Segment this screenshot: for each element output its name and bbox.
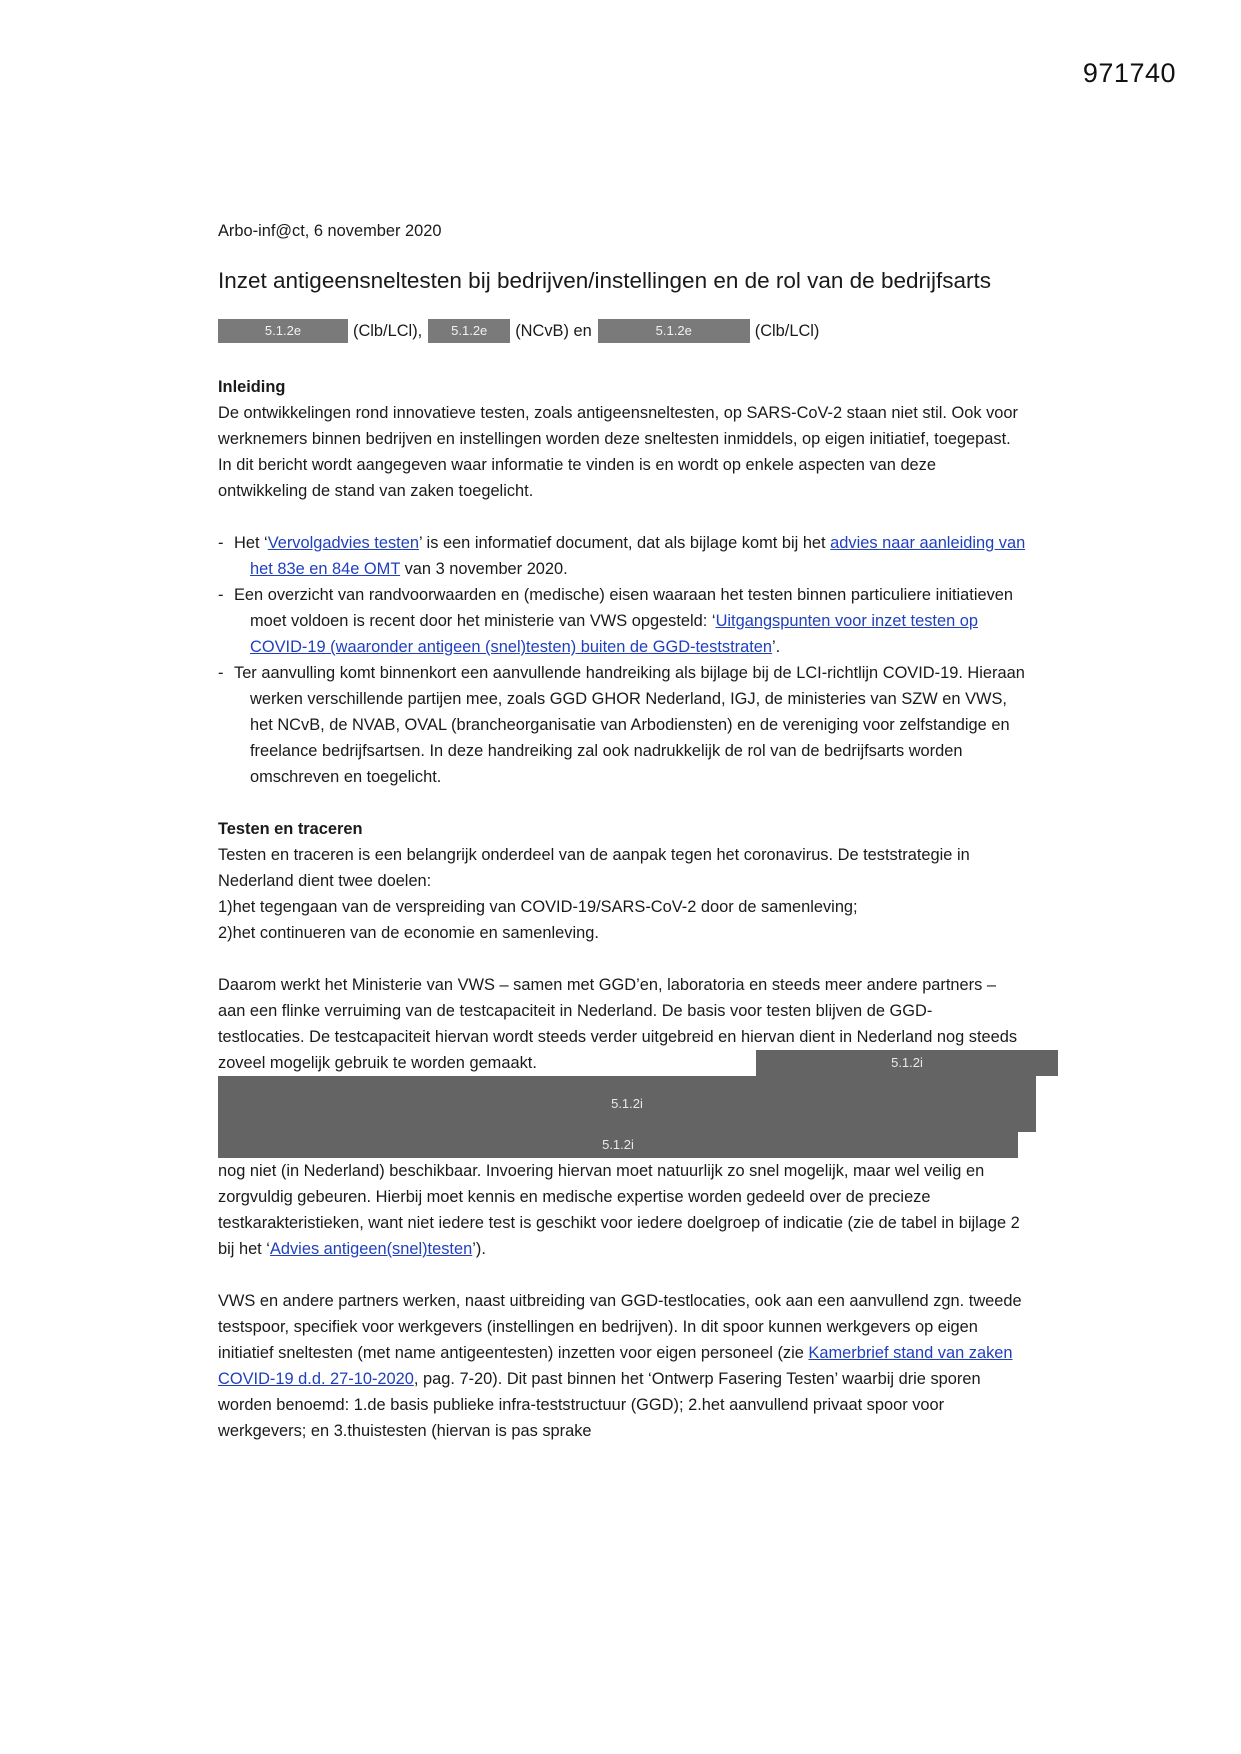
info-bullet-list	[218, 530, 1028, 790]
bullet-dash: -	[218, 534, 224, 552]
bullet-text: Het ‘	[234, 534, 268, 552]
goal-item: 2)het continueren van de economie en samenleving.	[218, 924, 599, 942]
paragraph-text: VWS en andere partners werken, naast uitbreiding van GGD-testlocaties, ook aan een aanvullend zgn. tweede testspoor, specifiek voor werkgevers (instellingen en bedrijven). In dit spoor kunnen werkgevers op eigen initiatief sneltesten (met name antigeentesten) inzetten voor eigen personeel (zie	[218, 1292, 1022, 1362]
date-line: Arbo-inf@ct, 6 november 2020	[218, 222, 442, 240]
list-item	[218, 660, 1028, 790]
bullet-text: ’.	[772, 638, 781, 656]
bullet-text: van 3 november 2020.	[400, 560, 568, 578]
redaction-block	[218, 1055, 1028, 1168]
author-affiliation: (Clb/LCl)	[754, 322, 820, 340]
bullet-text: Ter aanvulling komt binnenkort een aanvullende handreiking als bijlage bij de LCI-richtlijn COVID-19. Hieraan werken verschillende partijen mee, zoals GGD GHOR Nederland, IGJ, de ministeries van SZW en VWS, het NCvB, de NVAB, OVAL (brancheorganisatie van Arbodiensten) en de vereniging voor zelfstandige en freelance bedrijfsartsen. In deze handreiking zal ook nadrukkelijk de rol van de bedrijfsarts worden omschreven en toegelicht.	[234, 664, 1025, 786]
section-heading-testen: Testen en traceren	[218, 820, 363, 838]
document-number: 971740	[1082, 58, 1176, 88]
inleiding-paragraph: De ontwikkelingen rond innovatieve testen, zoals antigeensneltesten, op SARS-CoV-2 staan niet stil. Ook voor werknemers binnen bedrijven en instellingen worden deze sneltesten inmiddels, op eigen initiatief, toegepast. In dit bericht wordt aangegeven waar informatie te vinden is en wordt op enkele aspecten van deze ontwikkeling de stand van zaken toegelicht.	[218, 404, 1018, 500]
bullet-dash: -	[218, 586, 224, 604]
testen-intro: Testen en traceren is een belangrijk onderdeel van de aanpak tegen het coronavirus. De teststrategie in Nederland dient twee doelen:	[218, 846, 970, 890]
redaction-box: 5.1.2e	[218, 319, 348, 343]
redaction-box: 5.1.2i	[218, 1076, 1036, 1132]
list-item	[218, 530, 1028, 582]
redaction-box: 5.1.2e	[598, 319, 750, 343]
author-affiliation: (NCvB) en	[515, 322, 592, 340]
link-uitgangspunten[interactable]: Uitgangspunten voor inzet testen op COVID-19 (waaronder antigeen (snel)testen) buiten de GGD-teststraten	[250, 612, 978, 656]
link-advies-antigeen[interactable]: Advies antigeen(snel)testen	[269, 1240, 473, 1258]
document-content	[218, 218, 1028, 1444]
redaction-box: 5.1.2e	[428, 319, 510, 343]
link-kamerbrief[interactable]: Kamerbrief stand van zaken COVID-19 d.d. 27-10-2020	[218, 1344, 1013, 1388]
link-omt-advies[interactable]: advies naar aanleiding van het 83e en 84e OMT	[250, 534, 1026, 578]
redaction-box: 5.1.2i	[218, 1132, 1018, 1158]
goal-item: 1)het tegengaan van de verspreiding van COVID-19/SARS-CoV-2 door de samenleving;	[218, 898, 858, 916]
paragraph-text: ’).	[472, 1240, 486, 1258]
author-line	[218, 318, 1028, 344]
bullet-text: ’ is een informatief document, dat als bijlage komt bij het	[418, 534, 831, 552]
werkgevers-paragraph	[218, 1288, 1028, 1444]
testen-paragraph-continued	[218, 1158, 1028, 1262]
testen-paragraph: Daarom werkt het Ministerie van VWS – samen met GGD’en, laboratoria en steeds meer andere partners – aan een flinke verruiming van de testcapaciteit in Nederland. De basis voor testen blijven de GGD-testlocaties. De testcapaciteit hiervan wordt steeds verder uitgebreid en hiervan dient in Nederland nog steeds zoveel mogelijk gebruik te worden gemaakt.	[218, 976, 1018, 1072]
redaction-box: 5.1.2i	[756, 1050, 1058, 1076]
document-title: Inzet antigeensneltesten bij bedrijven/instellingen en de rol van de bedrijfsarts	[218, 268, 991, 293]
bullet-text: Een overzicht van randvoorwaarden en (medische) eisen waaraan het testen binnen particuliere initiatieven moet voldoen is recent door het ministerie van VWS opgesteld: ‘	[234, 586, 1014, 630]
section-heading-inleiding: Inleiding	[218, 378, 286, 396]
paragraph-text: nog niet (in Nederland) beschikbaar. Invoering hiervan moet natuurlijk zo snel mogelijk, maar wel veilig en zorgvuldig gebeuren. Hierbij moet kennis en medische expertise worden gedeeld over de precieze testkarakteristieken, want niet iedere test is geschikt voor iedere doelgroep of indicatie (zie de tabel in bijlage 2 bij het ‘	[218, 1162, 1020, 1258]
paragraph-text: , pag. 7-20). Dit past binnen het ‘Ontwerp Fasering Testen’ waarbij drie sporen worden benoemd: 1.de basis publieke infra-teststructuur (GGD); 2.het aanvullend privaat spoor voor werkgevers; en 3.thuistesten (hiervan is pas sprake	[218, 1370, 981, 1440]
link-vervolgadvies-testen[interactable]: Vervolgadvies testen	[267, 534, 419, 552]
list-item	[218, 582, 1028, 660]
bullet-dash: -	[218, 664, 224, 682]
author-affiliation: (Clb/LCl),	[353, 322, 423, 340]
